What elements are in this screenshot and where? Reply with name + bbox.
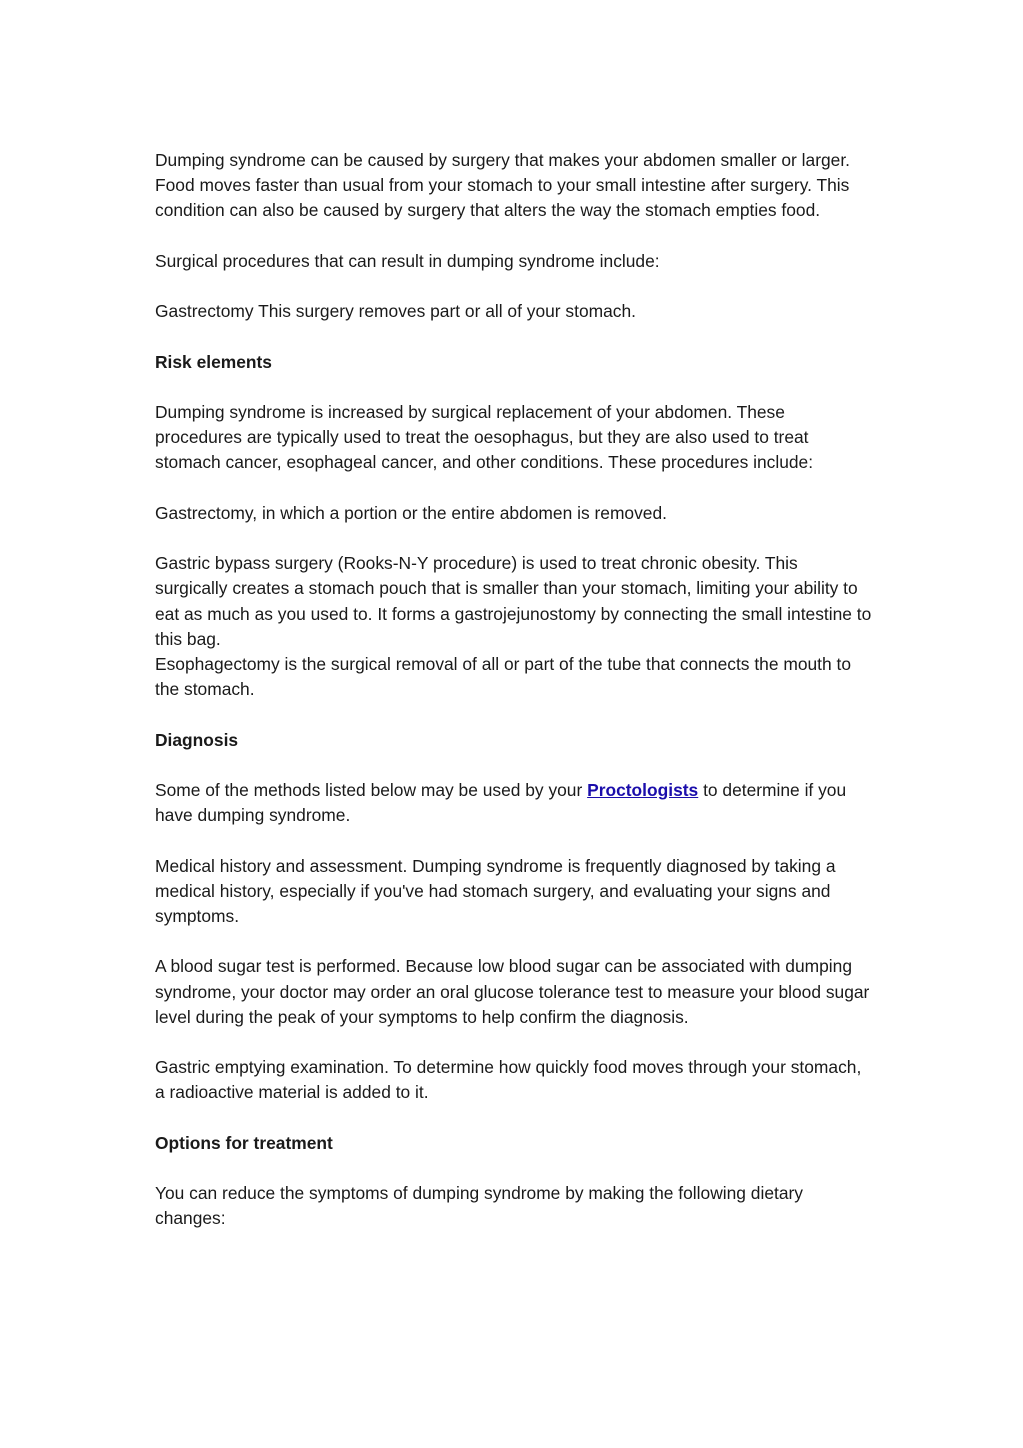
- heading-diagnosis: Diagnosis: [155, 729, 239, 750]
- paragraph-procedures-intro: Surgical procedures that can result in dumping syndrome include:: [155, 250, 660, 271]
- heading-treatment: Options for treatment: [155, 1132, 333, 1153]
- paragraph-diagnosis-text-before: Some of the methods listed below may be used by your: [155, 779, 588, 800]
- paragraph-esophagectomy: Esophagectomy is the surgical removal of all or part of the tube that connects the mouth to the stomach.: [155, 653, 852, 700]
- paragraph-gastrectomy: Gastrectomy This surgery removes part or all of your stomach.: [155, 301, 636, 322]
- paragraph-causes: Dumping syndrome can be caused by surgery that makes your abdomen smaller or larger. Food moves faster than usual from your stomach to your small intestine after surgery. This condition can also be caused by surgery that alters the way the stomach empties food.: [155, 150, 850, 221]
- heading-risk-elements: Risk elements: [155, 351, 272, 372]
- paragraph-diagnosis-text-after: to determine if you have dumping syndrome.: [155, 779, 847, 826]
- paragraph-gastrectomy-portion: Gastrectomy, in which a portion or the entire abdomen is removed.: [155, 502, 667, 523]
- paragraph-diagnosis-methods: [155, 778, 875, 828]
- paragraph-gastric-emptying: Gastric emptying examination. To determine how quickly food moves through your stomach, a radioactive material is added to it.: [155, 1057, 862, 1103]
- paragraph-risk: Dumping syndrome is increased by surgical replacement of your abdomen. These procedures are typically used to treat the oesophagus, but they are also used to treat stomach cancer, esophageal cancer, and other conditions. These procedures include:: [155, 401, 814, 473]
- paragraph-medical-history: Medical history and assessment. Dumping syndrome is frequently diagnosed by taking a medical history, especially if you've had stomach surgery, and evaluating your signs and symptoms.: [155, 855, 836, 926]
- paragraph-blood-sugar: A blood sugar test is performed. Because low blood sugar can be associated with dumping syndrome, your doctor may order an oral glucose tolerance test to measure your blood sugar level during the peak of your symptoms to help confirm the diagnosis.: [155, 956, 870, 1027]
- paragraph-dietary-changes: You can reduce the symptoms of dumping syndrome by making the following dietary changes:: [155, 1183, 803, 1229]
- document-body: [155, 148, 875, 1232]
- proctologists-link[interactable]: Proctologists: [587, 779, 699, 800]
- paragraph-gastric-bypass: Gastric bypass surgery (Rooks-N-Y procedure) is used to treat chronic obesity. This surgically creates a stomach pouch that is smaller than your stomach, limiting your ability to eat as much as you used to. It forms a gastrojejunostomy by connecting the small intestine to this bag.: [155, 553, 872, 649]
